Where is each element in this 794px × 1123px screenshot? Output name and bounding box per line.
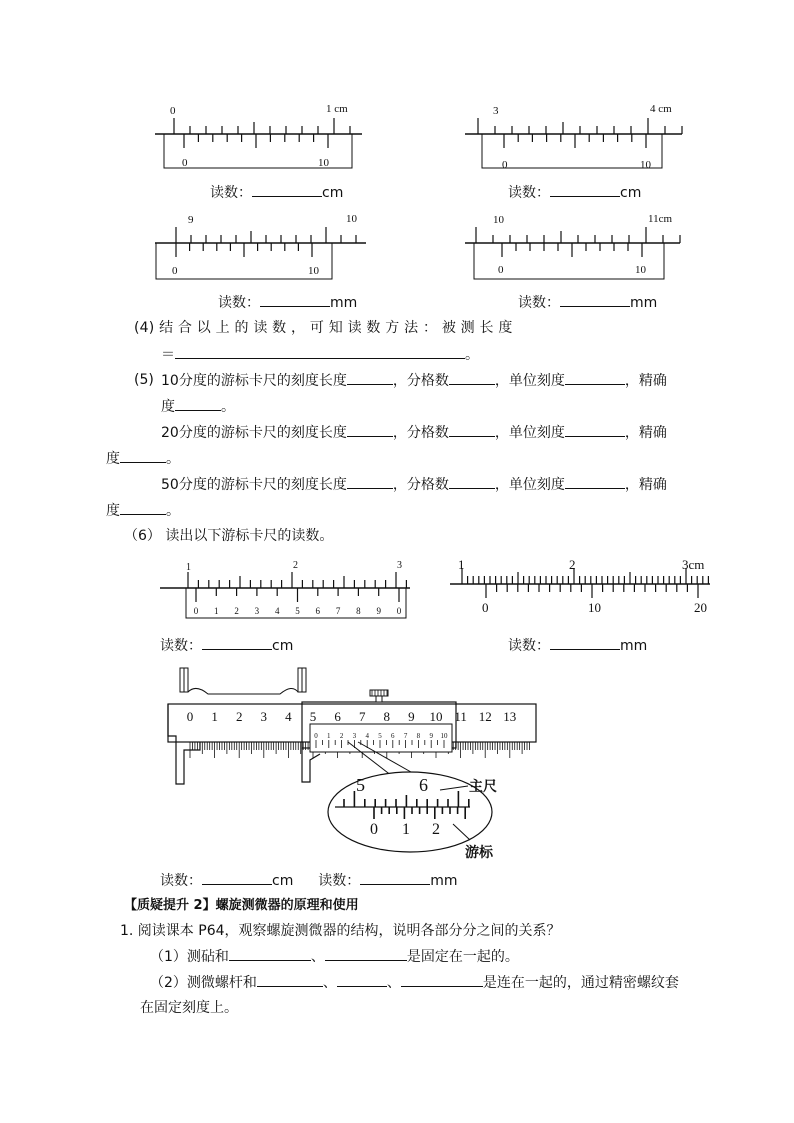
vernier-ruler-1 [150, 98, 366, 170]
reading-r3: 读数： mm [218, 292, 357, 313]
answer-blank[interactable] [202, 635, 272, 650]
main-label: 1 [458, 557, 465, 572]
answer-blank[interactable] [565, 422, 625, 437]
vernier-scale-number: 2 [339, 732, 344, 740]
vernier-label: 7 [335, 606, 341, 616]
sub-question-2-cont: 在固定刻度上。 [140, 1000, 238, 1016]
question-5-row-1: 10分度的游标卡尺的刻度长度 ，分格数 ，单位刻度 ，精确 [161, 370, 667, 391]
main-scale-number: 5 [309, 709, 317, 724]
answer-blank[interactable] [325, 946, 407, 961]
reading-r2: 读数： cm [508, 182, 641, 203]
main-label-left: 9 [188, 214, 194, 226]
reading-caliper: 读数： cm 读数： mm [160, 870, 458, 891]
vernier-label-right: 10 [640, 159, 651, 170]
answer-blank[interactable] [449, 474, 495, 489]
label-vernier-scale: 游标 [465, 846, 493, 861]
main-scale-number: 13 [503, 709, 517, 724]
main-label: 3 [397, 560, 402, 571]
main-label-left: 0 [170, 105, 176, 117]
vernier-label-left: 0 [502, 159, 508, 170]
question-1: 1. 阅读课本 P64，观察螺旋测微器的结构，说明各部分分之间的关系？ [120, 923, 561, 939]
main-scale-number: 0 [186, 709, 194, 724]
main-scale-number: 6 [334, 709, 341, 724]
answer-blank[interactable] [257, 972, 323, 987]
label-main-scale: 主尺 [469, 780, 497, 795]
reading-q6-left: 读数： cm [160, 635, 293, 656]
main-scale-number: 8 [383, 709, 391, 724]
main-scale-number: 4 [285, 709, 292, 724]
vernier-scale-number: 3 [352, 732, 357, 740]
question-5-row-2: 20分度的游标卡尺的刻度长度 ，分格数 ，单位刻度 ，精确 [161, 422, 667, 443]
answer-blank[interactable] [175, 396, 221, 411]
main-label-right: 4 cm [650, 103, 672, 115]
main-label-right: 11cm [648, 213, 673, 225]
vernier-ruler-2 [460, 98, 685, 170]
vernier-label: 8 [356, 606, 361, 616]
main-label-right: 1 cm [326, 103, 348, 115]
vernier-ruler-3 [150, 210, 370, 282]
zoom-main-label: 5 [356, 775, 365, 795]
main-scale-number: 2 [235, 709, 243, 724]
vernier-label: 2 [234, 606, 239, 616]
answer-blank[interactable] [347, 474, 393, 489]
reading-r4: 读数： mm [518, 292, 657, 313]
zoom-main-label: 6 [419, 775, 428, 795]
vernier-scale-number: 10 [440, 732, 448, 740]
vernier-scale-number: 5 [378, 732, 382, 740]
vernier-scale-number: 1 [327, 732, 331, 740]
main-scale-number: 7 [358, 709, 366, 724]
zoom-vernier-label: 2 [432, 821, 440, 838]
vernier-label: 9 [376, 606, 381, 616]
question-4-line2: ＝ 。 [161, 344, 479, 365]
answer-blank[interactable] [449, 370, 495, 385]
vernier-label: 10 [588, 600, 601, 615]
vernier-ruler-q6-right [448, 556, 713, 620]
main-scale-number: 11 [454, 709, 467, 724]
vernier-label: 5 [295, 606, 300, 616]
vernier-scale-number: 0 [314, 732, 318, 740]
vernier-label: 0 [396, 606, 402, 616]
main-scale-number: 3 [260, 709, 268, 724]
main-label: 1 [186, 562, 191, 573]
main-label: 2 [293, 560, 298, 571]
zoom-vernier-label: 1 [402, 821, 410, 838]
sub-question-2: （2）测微螺杆和 、 、 是连在一起的，通过精密螺纹套 [150, 972, 679, 993]
vernier-label-left: 0 [182, 157, 188, 169]
vernier-scale-number: 6 [391, 732, 395, 740]
vernier-label: 0 [193, 606, 199, 616]
reading-q6-right: 读数： mm [508, 635, 647, 656]
answer-blank[interactable] [360, 870, 430, 885]
section-heading: 【质疑提升 2】螺旋测微器的原理和使用 [124, 898, 359, 913]
answer-blank[interactable] [120, 500, 166, 515]
answer-blank[interactable] [449, 422, 495, 437]
vernier-label: 3 [254, 606, 260, 616]
main-scale-number: 9 [408, 709, 415, 724]
answer-blank[interactable] [175, 344, 465, 359]
vernier-label-right: 10 [308, 265, 319, 277]
vernier-scale-number: 9 [429, 732, 433, 740]
answer-blank[interactable] [260, 292, 330, 307]
vernier-ruler-q6-left [156, 556, 414, 624]
main-label: 3cm [682, 557, 705, 572]
answer-blank[interactable] [550, 635, 620, 650]
question-5-row-2-end: 度 。 [106, 448, 180, 469]
vernier-label-right: 10 [635, 264, 646, 276]
sub-question-1: （1）测砧和 、 是固定在一起的。 [150, 946, 519, 967]
vernier-label-left: 0 [498, 264, 504, 276]
main-scale-number: 12 [478, 709, 492, 724]
main-label-right: 10 [346, 213, 357, 225]
answer-blank[interactable] [202, 870, 272, 885]
vernier-scale-number: 7 [403, 732, 408, 740]
answer-blank[interactable] [347, 370, 393, 385]
main-scale-number: 1 [211, 709, 218, 724]
question-4-line1: (4) 结 合 以 上 的 读 数 ， 可 知 读 数 方 法 ： 被 测 长 度 [134, 320, 513, 336]
zoom-vernier-label: 0 [370, 821, 378, 838]
vernier-label: 0 [482, 600, 489, 615]
answer-blank[interactable] [565, 370, 625, 385]
question-5-row-1-end: 度 。 [161, 396, 235, 417]
vernier-label: 1 [214, 606, 219, 616]
question-6-title: （6） 读出以下游标卡尺的读数。 [124, 528, 334, 544]
vernier-label: 20 [694, 600, 707, 615]
vernier-label: 6 [315, 606, 321, 616]
caliper-illustration [160, 664, 540, 864]
vernier-label-right: 10 [318, 157, 329, 169]
answer-blank[interactable] [337, 972, 387, 987]
question-5-row-3: 50分度的游标卡尺的刻度长度 ，分格数 ，单位刻度 ，精确 [161, 474, 667, 495]
reading-r1: 读数： cm [210, 182, 343, 203]
answer-blank[interactable] [229, 946, 311, 961]
vernier-ruler-4 [460, 210, 685, 282]
main-label: 2 [569, 557, 576, 572]
question-5-label: (5) [134, 372, 154, 388]
main-scale-number: 10 [429, 709, 443, 724]
vernier-scale-number: 4 [365, 732, 369, 740]
vernier-scale-number: 8 [416, 732, 421, 740]
answer-blank[interactable] [550, 182, 620, 197]
answer-blank[interactable] [401, 972, 483, 987]
answer-blank[interactable] [252, 182, 322, 197]
answer-blank[interactable] [560, 292, 630, 307]
main-label-left: 3 [493, 105, 499, 117]
answer-blank[interactable] [347, 422, 393, 437]
vernier-label: 4 [274, 606, 280, 616]
answer-blank[interactable] [565, 474, 625, 489]
question-5-row-3-end: 度 。 [106, 500, 180, 521]
vernier-label-left: 0 [172, 265, 178, 277]
answer-blank[interactable] [120, 448, 166, 463]
main-label-left: 10 [493, 214, 504, 226]
